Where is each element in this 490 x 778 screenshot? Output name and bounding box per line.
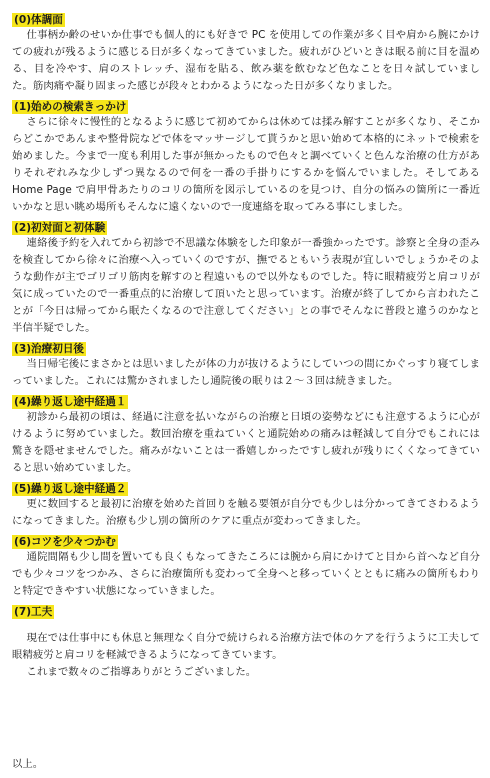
section	[12, 600, 480, 681]
section-heading: (2)初対面と初体験	[14, 222, 106, 234]
section-paragraph: 連絡後予約を入れてから初診で不思議な体験をした印象が一番強かったです。診察と全身の歪みを検査してから徐々に治療へ入っていくのですが、撫でるともいう表現が宜しいでしょうかそのような動作が主でゴリゴリ筋肉を解すのと程遠いもので以外なものでした。特に眼精疲労と肩コリが気に成っていたので一番重点的に治療して頂いたと思っています。治療が終了してから言われたことが「今日は帰ってから眠たくなるので注意してください」との事でそんなに普段と違うのかなと半信半疑でした。	[12, 237, 480, 334]
section	[12, 530, 480, 600]
section-paragraph: 仕事柄か齢のせいか仕事でも個人的にも好きで PC を使用しての作業が多く目や肩から腕にかけての疲れが残るように感じる日が多くなってきていました。疲れがひどいときは眠る前に目を温める、目を冷やす、肩のストレッチ、湿布を貼る、飲み薬を飲むなど色なことを日々試していました。筋肉痛や凝り固まった感じが段々とわかるようになった日が多くなりました。	[12, 29, 480, 92]
section-paragraph: さらに徐々に慢性的となるように感じて初めてからは休めては揉み解すことが多くなり、そこからどこかであんまや整骨院などで体をマッサージして貰うかと思い始めて本格的にネットで検索を始めました。今まで一度も利用した事が無かったもので色々と調べていくと色んな治療の仕方がありそれぞれみな少しずつ異なるので何を一番の手掛りにするかを悩んでいました。そしてある Home Page で肩甲骨あたりのコリの箇所を図示しているのを見つけ、自分の悩みの箇所に一番近いかなと思い眺め場所もそんなに遠くないので一度連絡を取ってみる事にしました。	[12, 116, 480, 213]
section-heading: (0)体調面	[14, 14, 63, 26]
section-heading: (1)始めの検索きっかけ	[14, 101, 127, 113]
section-heading: (7)工夫	[14, 606, 53, 618]
closing-text: 以上。	[12, 758, 44, 770]
spacer	[12, 619, 480, 630]
section-heading: (5)繰り返し途中経過２	[14, 483, 127, 495]
section-list	[12, 8, 480, 681]
section-heading: (6)コツを少々つかむ	[14, 536, 116, 548]
section-paragraph: 通院間隔も少し間を置いても良くもなってきたころには腕から肩にかけてと目から首へなど自分でも少々コツをつかみ、さらに治療箇所も変わって全身へと移っていくとともに痛みの箇所もわりと特定できやすい状態になっていきました。	[12, 551, 480, 597]
section	[12, 95, 480, 216]
section-paragraph: 初診から最初の頃は、経過に注意を払いながらの治療と日頃の姿勢などにも注意するように心がけるように努めていました。数回治療を重ねていくと通院始めの痛みは軽減して自分でもこれには驚きを隠せませんでした。痛みがないことは一番嬉しかったですし疲れが残りにくくなってきていると思い始めていました。	[12, 411, 480, 474]
section-heading: (3)治療初日後	[14, 343, 85, 355]
section-paragraph: 現在では仕事中にも休息と無理なく自分で続けられる治療方法で体のケアを行うように工夫して眼精疲労と肩コリを軽減できるようになってきています。	[12, 632, 480, 661]
section	[12, 337, 480, 390]
section-paragraph: 更に数回すると最初に治療を始めた首回りを触る要領が自分でも少しは分かってきてさわるようになってきました。治療も少し別の箇所のケアに重点が変わってきました。	[12, 498, 480, 527]
section	[12, 216, 480, 337]
section	[12, 477, 480, 530]
section	[12, 8, 480, 95]
section	[12, 390, 480, 477]
section-paragraph: 当日帰宅後にまさかとは思いましたが体の力が抜けるようにしていつの間にかぐっすり寝てしまっていました。これには驚かされましたし通院後の眠りは２～３回は続きました。	[12, 358, 480, 387]
section-paragraph: これまで数々のご指導ありがとうございました。	[26, 666, 257, 678]
section-heading: (4)繰り返し途中経過１	[14, 396, 127, 408]
